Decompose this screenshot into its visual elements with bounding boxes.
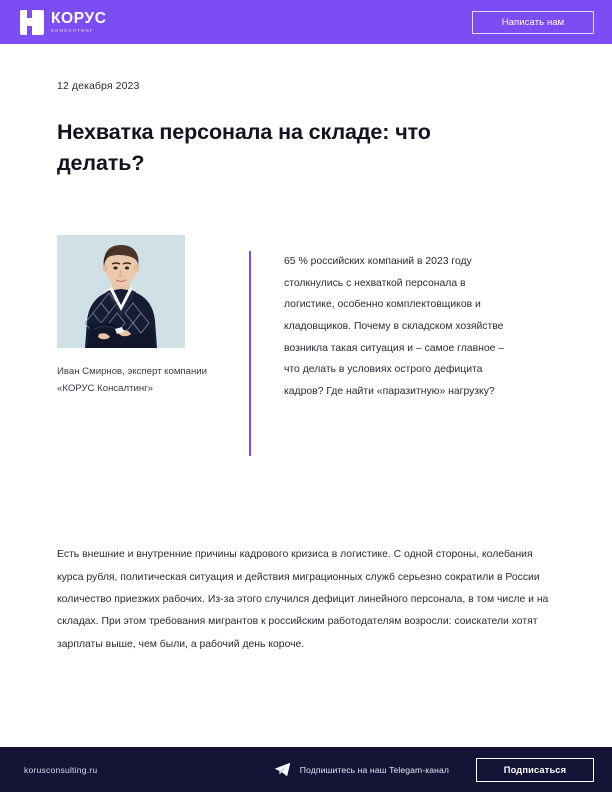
- contact-us-button[interactable]: Написать нам: [472, 11, 594, 34]
- subscribe-button[interactable]: Подписаться: [476, 758, 594, 782]
- article-date: 12 декабря 2023: [57, 80, 140, 92]
- article-page: [0, 44, 612, 747]
- page-title: Нехватка персонала на складе: что делать?: [57, 120, 431, 175]
- telegram-icon: [274, 762, 291, 777]
- site-footer: [0, 747, 612, 792]
- expert-column: [57, 235, 239, 397]
- article-body: [57, 544, 555, 656]
- site-header: [0, 0, 612, 44]
- pull-quote-text: 65 % российских компаний в 2023 году столкнулись с нехваткой персонала в логистике, особенно комплектовщиков и кладовщиков. Почему в складском хозяйстве возникла такая ситуация и – самое главное – что делать в условиях острого дефицита кадров? Где найти «паразитную» нагрузку?: [284, 256, 505, 397]
- expert-quote-section: [57, 235, 555, 472]
- korus-logo-icon: [20, 10, 44, 35]
- brand-logo[interactable]: [20, 10, 107, 35]
- footer-website-link[interactable]: korusconsulting.ru: [24, 764, 98, 775]
- pull-quote: [249, 251, 515, 456]
- body-paragraph: Есть внешние и внутренние причины кадрового кризиса в логистике. С одной стороны, колебания курса рубля, политическая ситуация и действия миграционных служб серьезно сократили в России количество приезжих рабочих. Из-за этого случился дефицит линейного персонала, в том числе и на складах. При этом требования мигрантов к российским работодателям возросли: соискатели хотят зарплаты выше, чем были, а рабочий день короче.: [57, 549, 549, 650]
- expert-caption: Иван Смирнов, эксперт компании «КОРУС Консалтинг»: [57, 366, 207, 394]
- brand-subtitle: КОНСАЛТИНГ: [51, 27, 94, 33]
- brand-wordmark: [51, 11, 107, 34]
- expert-photo: [57, 235, 185, 348]
- telegram-promo[interactable]: [274, 762, 449, 777]
- telegram-label: Подпишитесь на наш Telegam-канал: [299, 764, 449, 775]
- brand-name: КОРУС: [51, 9, 107, 27]
